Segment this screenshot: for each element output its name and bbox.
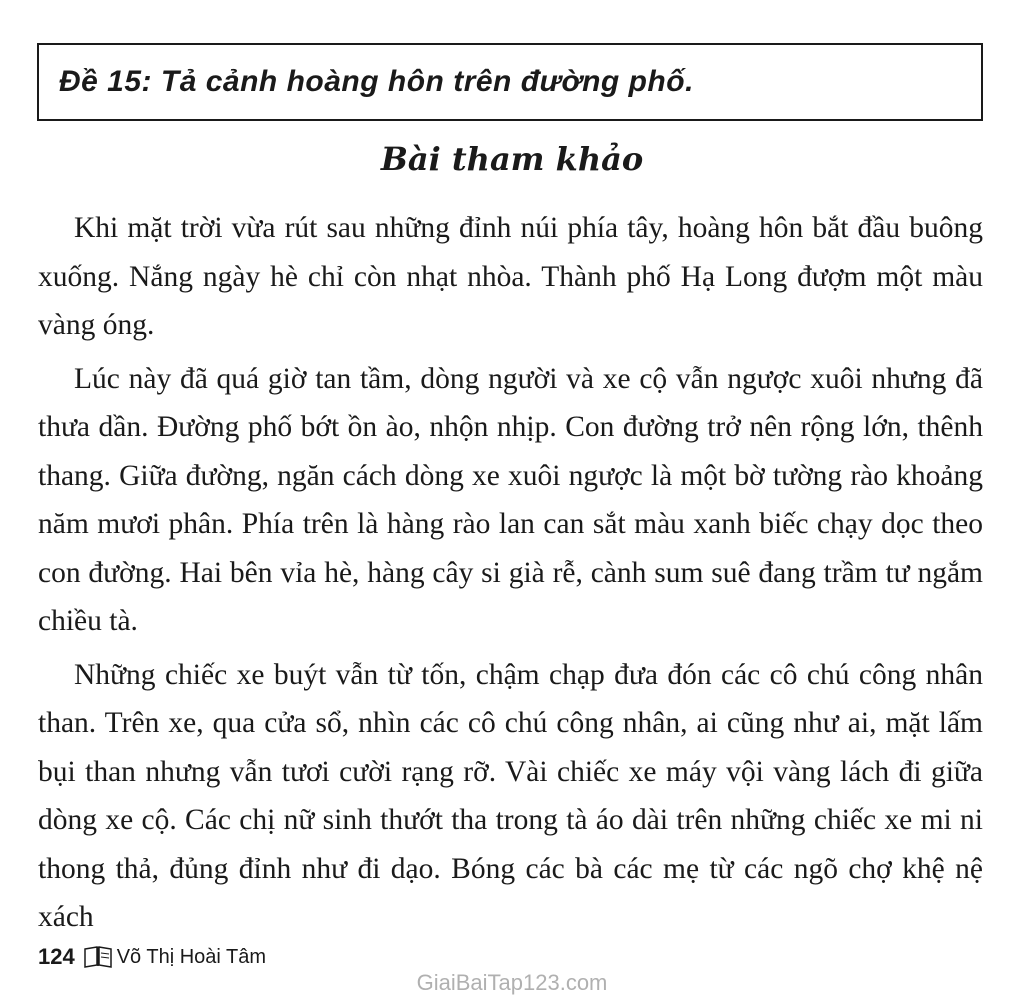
- reference-essay-heading: Bài tham khảo: [380, 140, 644, 178]
- author-name: Võ Thị Hoài Tâm: [116, 945, 267, 968]
- book-icon: [83, 945, 113, 969]
- paragraph-3: Những chiếc xe buýt vẫn từ tốn, chậm chạp đưa đón các cô chú công nhân than. Trên xe, qua cửa sổ, nhìn các cô chú công nhân, ai cũng như ai, mặt lấm bụi than nhưng vẫn tươi cười rạng rỡ. Vài chiếc xe máy vội vàng lách đi giữa dòng xe cộ. Các chị nữ sinh thướt tha trong tà áo dài trên những chiếc xe mi ni thong thả, đủng đỉnh như đi dạo. Bóng các bà các mẹ từ các ngõ chợ khệ nệ xách: [38, 658, 983, 933]
- paragraph-2: Lúc này đã quá giờ tan tầm, dòng người và xe cộ vẫn ngược xuôi nhưng đã thưa dần. Đường phố bớt ồn ào, nhộn nhịp. Con đường trở nên rộng lớn, thênh thang. Giữa đường, ngăn cách dòng xe xuôi ngược là một bờ tường rào khoảng năm mươi phân. Phía trên là hàng rào lan can sắt màu xanh biếc chạy dọc theo con đường. Hai bên vỉa hè, hàng cây si già rễ, cành sum suê đang trầm tư ngắm chiều tà.: [38, 362, 983, 637]
- exercise-title: Đề 15: Tả cảnh hoàng hôn trên đường phố.: [59, 65, 694, 98]
- paragraph-1: Khi mặt trời vừa rút sau những đỉnh núi phía tây, hoàng hôn bắt đầu buông xuống. Nắng ngày hè chỉ còn nhạt nhòa. Thành phố Hạ Long đượm một màu vàng óng.: [38, 212, 983, 341]
- page-footer: [38, 940, 266, 974]
- essay-body: [38, 204, 983, 947]
- watermark: GiaiBaiTap123.com: [416, 970, 608, 995]
- page-number: 124: [38, 944, 75, 969]
- exercise-title-box: [37, 43, 983, 121]
